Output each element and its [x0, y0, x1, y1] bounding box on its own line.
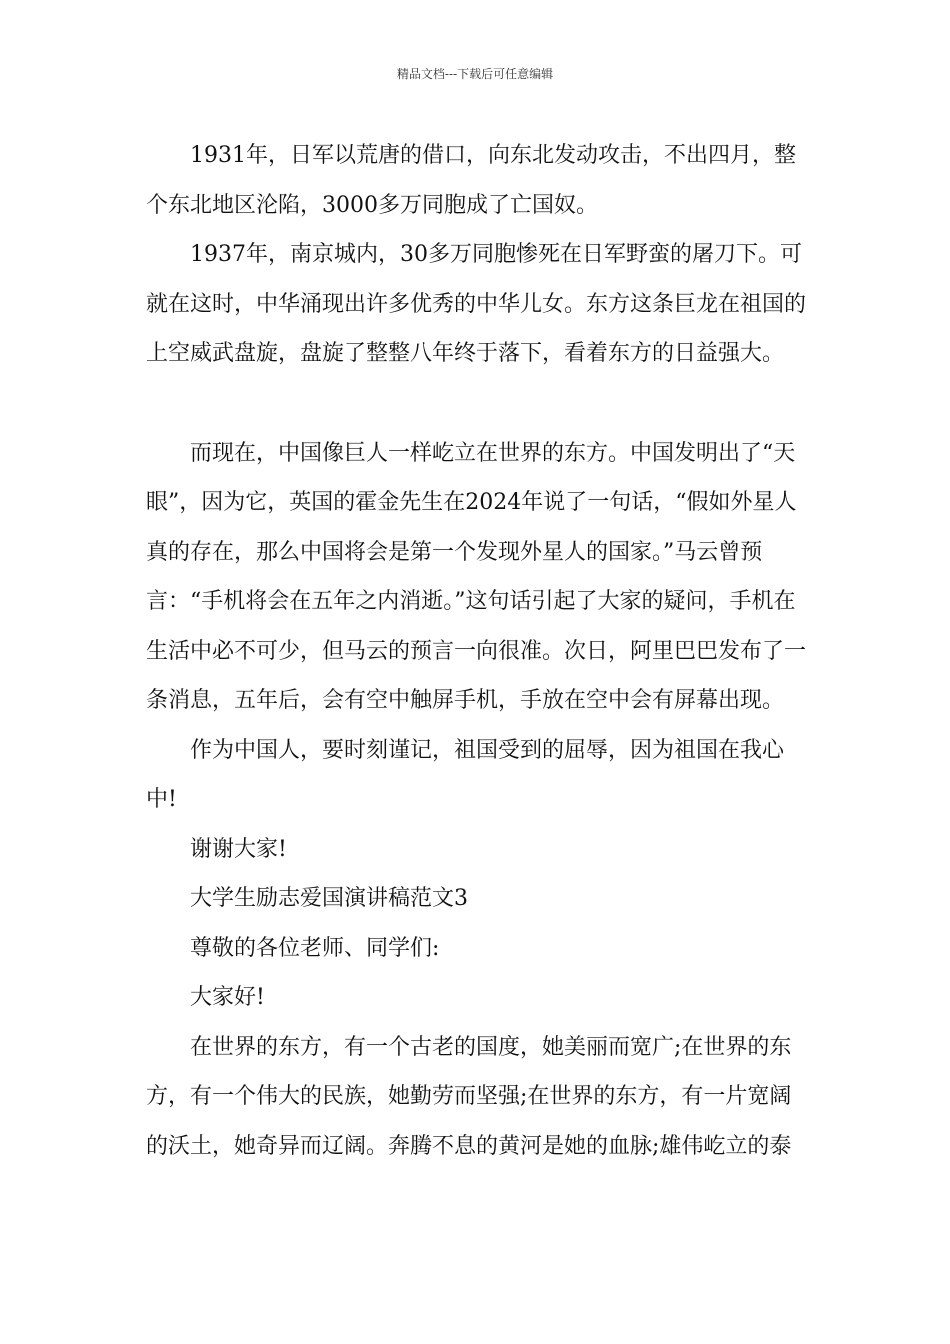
section-title: 大学生励志爱国演讲稿范文3 — [190, 886, 468, 911]
paragraph-china-today: 而现在，中国像巨人一样屹立在世界的东方。中国发明出了“天眼”，因为它，英国的霍金先生在2024年说了一句话，“假如外星人真的存在，那么中国将会是第一个发现外星人的国家。”马云曾预言：“手机将会在五年之内消逝。”这句话引起了大家的疑问，手机在生活中必不可少，但马云的预言一向很准。次日，阿里巴巴发布了一条消息，五年后，会有空中触屏手机，手放在空中会有屏幕出现。 — [146, 440, 807, 713]
page-header: 精品文档---下载后可任意编辑 — [396, 67, 554, 81]
document-body — [146, 131, 812, 1171]
paragraph-1937: 1937年，南京城内，30多万同胞惨死在日军野蛮的屠刀下。可就在这时，中华涌现出许多优秀的中华儿女。东方这条巨龙在祖国的上空威武盘旋，盘旋了整整八年终于落下，看着东方的日益强大。 — [146, 242, 807, 366]
paragraph-as-chinese: 作为中国人，要时刻谨记，祖国受到的屈辱，因为祖国在我心中! — [146, 737, 785, 812]
paragraph-east: 在世界的东方，有一个古老的国度，她美丽而宽广;在世界的东方，有一个伟大的民族，她勤劳而坚强;在世界的东方，有一片宽阔的沃土，她奇异而辽阔。奔腾不息的黄河是她的血脉;雄伟屹立的泰 — [146, 1034, 792, 1159]
paragraph-1931: 1931年，日军以荒唐的借口，向东北发动攻击，不出四月，整个东北地区沦陷，3000多万同胞成了亡国奴。 — [146, 143, 796, 218]
greeting: 大家好! — [190, 985, 265, 1010]
salutation: 尊敬的各位老师、同学们: — [190, 935, 440, 961]
paragraph-thanks: 谢谢大家! — [190, 836, 287, 862]
